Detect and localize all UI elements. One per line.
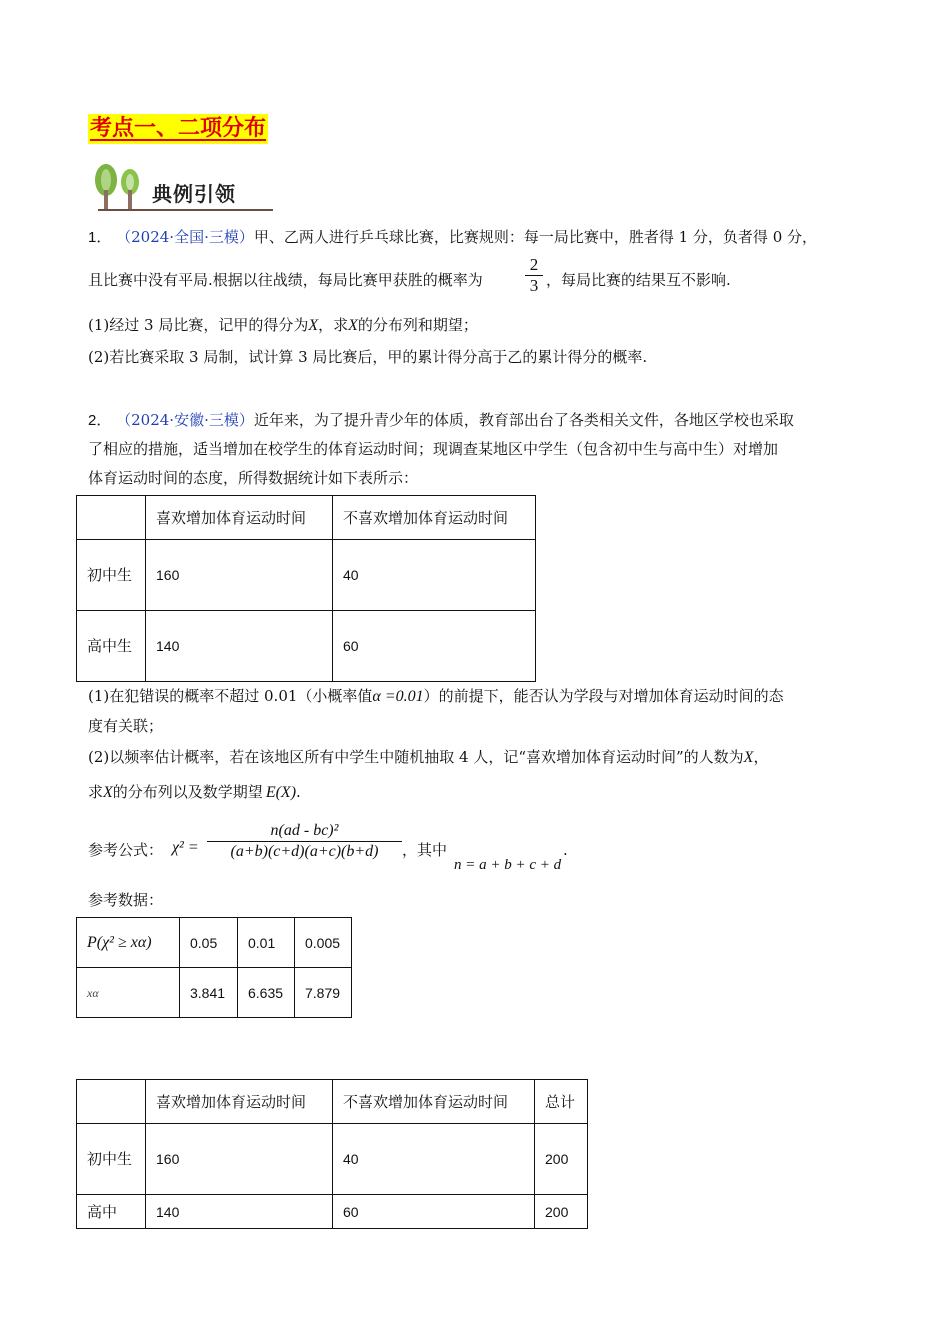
formula-mid: ，其中 [402,841,448,859]
table-cell: 200 [535,1195,588,1229]
row-label: 高中生 [77,611,146,682]
q2-part1-a: (1)在犯错误的概率不超过 0.01（小概率值 [88,687,373,705]
table-row [77,1195,588,1229]
q2-text-1: 近年来，为了提升青少年的体质，教育部出台了各类相关文件，各地区学校也采取 [253,411,794,429]
q2-part2-line1 [88,747,768,768]
table-cell: 0.01 [238,918,295,968]
section-title: 考点一、二项分布 [88,114,268,144]
q1-part1-b: ，求 [318,316,349,334]
table-header: 不喜欢增加体育运动时间 [333,1080,535,1124]
table-cell: 60 [333,1195,535,1229]
table-cell: 40 [333,1124,535,1195]
table-cell: 60 [333,611,536,682]
q2-part2-line2 [88,782,301,803]
q2-part1-line2: 度有关联； [88,717,164,735]
table-cell: 140 [146,611,333,682]
ref-header: P(χ² ≥ xα) [77,918,180,968]
table-cell: 200 [535,1124,588,1195]
q1-part2: (2)若比赛采取 3 局制，试计算 3 局比赛后，甲的累计得分高于乙的累计得分的概率. [88,348,648,366]
q2-line3: 体育运动时间的态度，所得数据统计如下表所示： [88,469,419,487]
table-row [77,540,536,611]
q2-data-table [76,495,536,682]
q1-frac-num: 2 [529,255,539,274]
q2-number: 2． [88,412,112,429]
q2-var-x2: X [103,784,113,801]
q2-line2: 了相应的措施，适当增加在校学生的体育运动时间；现调查某地区中学生（包含初中生与高中生）对增加 [88,440,779,458]
q2-part2-b: ， [753,748,769,766]
q1-line2a: 且比赛中没有平局.根据以往战绩，每局比赛甲获胜的概率为 [88,271,483,289]
q1-number: 1． [88,229,112,246]
table-cell: 160 [146,540,333,611]
q2-part2-c2: 的分布列以及数学期望 [112,783,263,801]
q1-line2b: ，每局比赛的结果互不影响. [546,271,731,289]
q2-part1-b: ）的前提下，能否认为学段与对增加体育运动时间的态 [423,687,784,705]
table-cell: 7.879 [295,968,352,1018]
q2-var-x: X [743,749,754,766]
table-cell: 6.635 [238,968,295,1018]
q2-alpha: α =0.01 [372,688,424,705]
formula-end: . [563,841,568,859]
table-row [77,968,352,1018]
q1-line1 [88,227,817,248]
q2-part2-c1: 求 [88,783,104,801]
table-row [77,1124,588,1195]
table-cell: 40 [333,540,536,611]
tree-icon [90,160,150,215]
answer-table [76,1079,588,1229]
table-cell: 140 [146,1195,333,1229]
table-cell: 3.841 [180,968,238,1018]
banner-underline [98,209,273,211]
example-banner [90,160,275,215]
formula-denominator: (a+b)(c+d)(a+c)(b+d) [230,843,379,860]
banner-label: 典例引领 [152,182,236,206]
q1-source: （2024·全国·三模） [116,228,254,246]
q1-part1-c: 的分布列和期望； [357,316,478,334]
row-label: 高中 [77,1195,146,1229]
q1-var-x: X [308,317,319,334]
table-row [77,496,536,540]
q1-var-x2: X [348,317,358,334]
table-row [77,918,352,968]
q1-frac-den: 3 [529,276,539,295]
q1-part1 [88,315,478,336]
row-label: 初中生 [77,540,146,611]
table-header: 不喜欢增加体育运动时间 [333,496,536,540]
q1-part1-a: (1)经过 3 局比赛，记甲的得分为 [88,316,309,334]
formula-label: 参考公式： [88,841,164,859]
row-label: 初中生 [77,1124,146,1195]
formula-lhs: χ² = [172,839,199,856]
table-cell [77,1080,146,1124]
table-cell: 160 [146,1124,333,1195]
q2-expectation: E(X) [265,784,297,801]
q1-fraction [525,256,543,295]
table-cell [77,496,146,540]
ref-xalpha: xα [77,968,180,1018]
formula-fraction [207,822,402,861]
table-row [77,611,536,682]
table-cell: 0.005 [295,918,352,968]
q2-line1 [88,410,794,431]
q2-part2-end: . [296,783,301,801]
reference-table [76,917,352,1018]
formula-numerator: n(ad - bc)² [270,822,339,839]
table-header: 总计 [535,1080,588,1124]
q2-part2-a: (2)以频率估计概率，若在该地区所有中学生中随机抽取 4 人，记“喜欢增加体育运动时间”的人数为 [88,748,744,766]
q1-text-1: 甲、乙两人进行乒乓球比赛，比赛规则：每一局比赛中，胜者得 1 分，负者得 0 分， [253,228,818,246]
q2-part1-line1 [88,686,784,707]
data-label: 参考数据： [88,891,164,909]
table-header: 喜欢增加体育运动时间 [146,1080,333,1124]
table-row [77,1080,588,1124]
table-cell: 0.05 [180,918,238,968]
table-header: 喜欢增加体育运动时间 [146,496,333,540]
formula-n: n = a + b + c + d [454,857,562,873]
q2-source: （2024·安徽·三模） [116,411,254,429]
